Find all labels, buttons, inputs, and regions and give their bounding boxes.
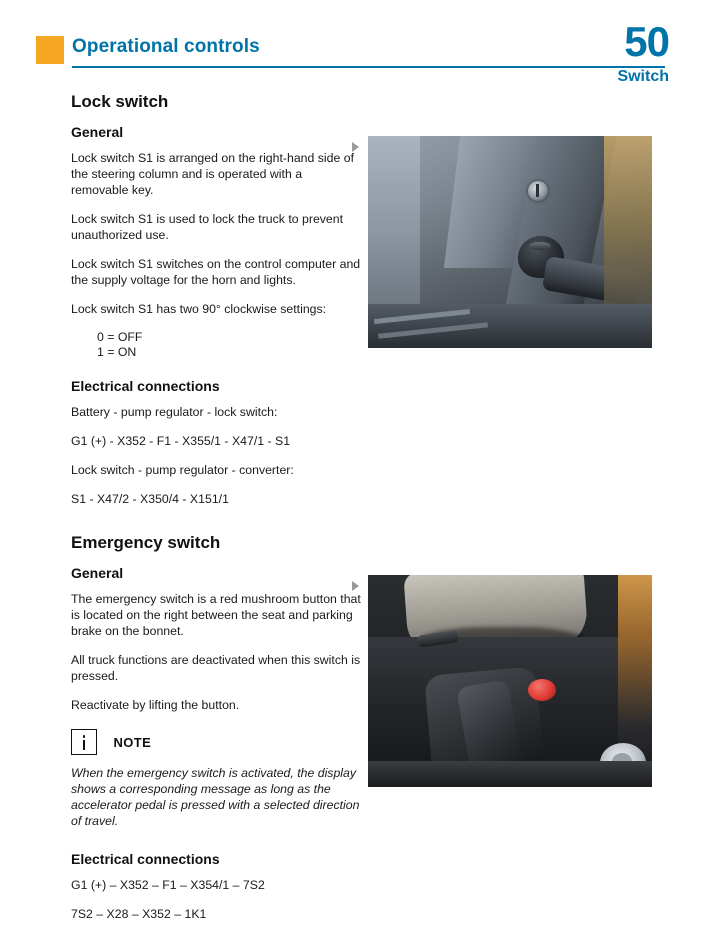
- figure-emergency-switch: [368, 575, 678, 787]
- figure-marker-icon: [352, 142, 359, 152]
- page-header: [0, 0, 701, 92]
- paragraph: Lock switch S1 is arranged on the right-hand side of the steering column and is operated with a removable key.: [71, 151, 354, 197]
- list-item: 0 = OFF: [97, 330, 143, 344]
- paragraph: The emergency switch is a red mushroom button that is located on the right between the seat and parking brake on the bonnet.: [71, 592, 361, 638]
- electrical-label: Battery - pump regulator - lock switch:: [71, 405, 278, 419]
- section-heading-emergency-switch: Emergency switch: [71, 533, 221, 552]
- paragraph: Lock switch S1 is used to lock the truck to prevent unauthorized use.: [71, 212, 344, 242]
- figure-image-emergency-switch: [368, 575, 652, 787]
- chapter-number: 50: [624, 18, 669, 65]
- subheading-general-emergency: General: [71, 565, 124, 581]
- subheading-general-lock: General: [71, 124, 124, 140]
- section-heading-lock-switch: Lock switch: [71, 92, 169, 111]
- electrical-label: Lock switch - pump regulator - converter:: [71, 463, 294, 477]
- paragraph: All truck functions are deactivated when this switch is pressed.: [71, 653, 361, 683]
- note-callout: [71, 729, 361, 829]
- subheading-electrical-connections-emergency: Electrical connections: [71, 851, 220, 867]
- figure-column: [368, 92, 678, 787]
- note-label: NOTE: [113, 734, 152, 750]
- electrical-value: 7S2 – X28 – X352 – 1K1: [71, 907, 207, 921]
- note-text: When the emergency switch is activated, the display shows a corresponding message as long as the accelerator pedal is pressed with a selected direction of travel.: [71, 766, 360, 828]
- page-title: Operational controls: [72, 36, 260, 57]
- figure-lock-switch: [368, 136, 678, 348]
- text-column: [71, 92, 361, 922]
- figure-marker-icon: [352, 581, 359, 591]
- figure-image-lock-switch: [368, 136, 652, 348]
- info-icon: [71, 729, 97, 755]
- chapter-subtitle: Switch: [617, 68, 669, 85]
- paragraph: Reactivate by lifting the button.: [71, 698, 240, 712]
- electrical-value: G1 (+) – X352 – F1 – X354/1 – 7S2: [71, 878, 265, 892]
- subheading-electrical-connections-lock: Electrical connections: [71, 378, 220, 394]
- settings-list: [97, 330, 361, 360]
- electrical-value: G1 (+) - X352 - F1 - X355/1 - X47/1 - S1: [71, 434, 291, 448]
- list-item: 1 = ON: [97, 345, 137, 359]
- electrical-value: S1 - X47/2 - X350/4 - X151/1: [71, 492, 229, 506]
- paragraph: Lock switch S1 switches on the control computer and the supply voltage for the horn and lights.: [71, 257, 361, 287]
- header-divider: [72, 66, 665, 68]
- paragraph: Lock switch S1 has two 90° clockwise settings:: [71, 302, 327, 316]
- header-accent-square: [36, 36, 64, 64]
